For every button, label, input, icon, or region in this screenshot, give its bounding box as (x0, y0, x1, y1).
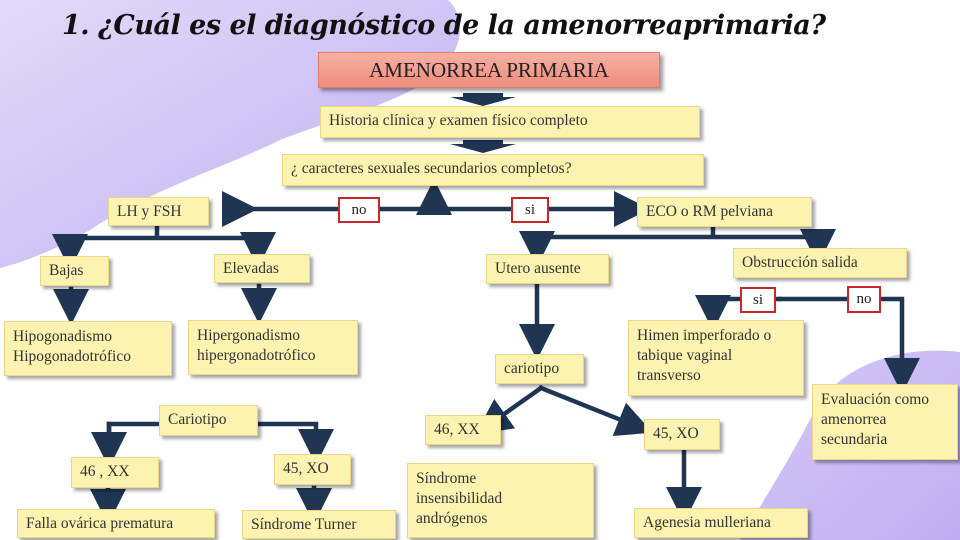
agenesia-node: Agenesia mulleriana (634, 508, 808, 538)
insensibilidad-node: Síndrome insensibilidad andrógenos (407, 463, 594, 538)
falla-node: Falla ovárica prematura (17, 509, 215, 538)
himen-node: Himen imperforado o tabique vaginal transverso (628, 320, 804, 396)
cariotipo-mid-node: cariotipo (495, 354, 584, 384)
utero-node: Utero ausente (486, 254, 609, 284)
tag-no-left: no (338, 197, 380, 223)
obstruccion-node: Obstrucción salida (733, 248, 907, 278)
caracteres-node: ¿ caracteres sexuales secundarios completos? (282, 154, 704, 186)
cariotipo-left-node: Cariotipo (159, 405, 258, 436)
turner-node: Síndrome Turner (242, 510, 396, 539)
tag-no-right: no (847, 286, 881, 313)
tag-si-right: si (740, 287, 776, 313)
lh-fsh-node: LH y FSH (108, 197, 209, 226)
root-node: AMENORREA PRIMARIA (318, 52, 660, 88)
tag-si-center: si (511, 197, 549, 223)
bajas-node: Bajas (40, 256, 109, 286)
xo-left-node: 45, XO (274, 454, 351, 485)
hipergonadismo-node: Hipergonadismo hipergonadotrófico (188, 320, 358, 375)
xx-left-node: 46 , XX (71, 457, 159, 488)
xx-mid-node: 46, XX (425, 415, 501, 445)
xo-mid-node: 45, XO (644, 419, 720, 450)
page-title: 1. ¿Cuál es el diagnóstico de la amenorreaprimaria? (62, 10, 826, 41)
eco-node: ECO o RM pelviana (637, 197, 812, 227)
evaluacion-node: Evaluación como amenorrea secundaria (812, 384, 958, 460)
hipogonadismo-node: Hipogonadismo Hipogonadotrófico (4, 321, 172, 376)
historia-node: Historia clínica y examen físico completo (320, 106, 700, 138)
elevadas-node: Elevadas (214, 254, 310, 283)
